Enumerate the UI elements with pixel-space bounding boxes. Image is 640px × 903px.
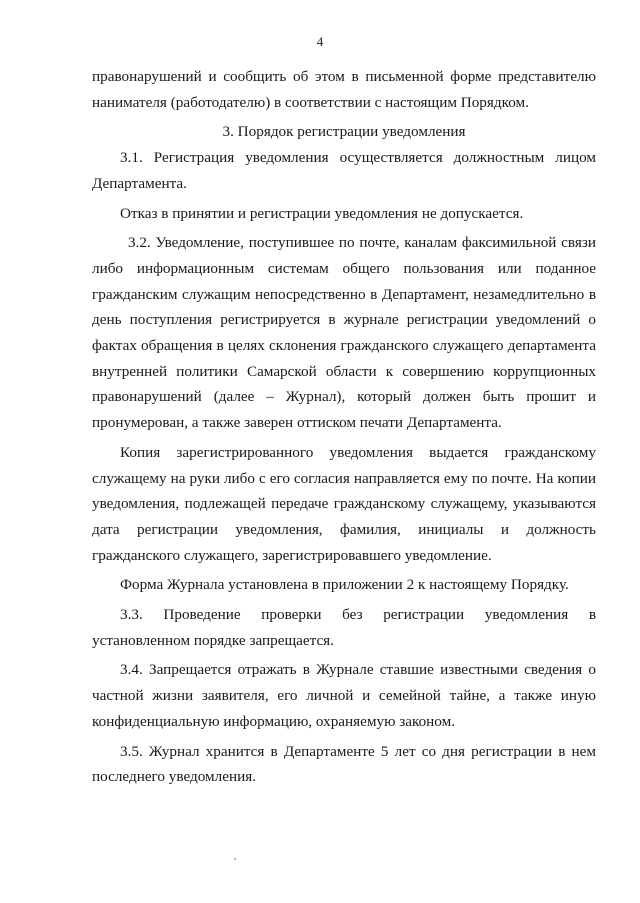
paragraph-continuation: правонарушений и сообщить об этом в письменной форме представителю нанимателя (работодателю) в соответствии с настоящим Порядком.	[92, 68, 596, 111]
scan-speck	[234, 858, 236, 860]
section-heading: 3. Порядок регистрации уведомления	[222, 123, 466, 141]
paragraph-3-2: 3.2. Уведомление, поступившее по почте, каналам факсимильной связи либо информационным системам общего пользования или поданное гражданским служащим непосредственно в Департамент, незамедлительно в день поступления регистрируется в журнале регистрации уведомлений о фактах обращения в целях склонения гражданского служащего департамента внутренней политики Самарской области к совершению коррупционных правонарушений (далее – Журнал), который должен быть прошит и пронумерован, а также заверен оттиском печати Департамента.	[92, 234, 596, 432]
paragraph-3-1: 3.1. Регистрация уведомления осуществляется должностным лицом Департамента.	[92, 149, 596, 192]
page-number: 4	[316, 34, 324, 49]
paragraph-journal-form: Форма Журнала установлена в приложении 2 к настоящему Порядку.	[120, 576, 569, 594]
paragraph-3-3: 3.3. Проведение проверки без регистрации уведомления в установленном порядке запрещается.	[92, 606, 596, 649]
paragraph-3-4: 3.4. Запрещается отражать в Журнале ставшие известными сведения о частной жизни заявителя, его личной и семейной тайне, а также иную конфиденциальную информацию, охраняемую законом.	[92, 661, 596, 730]
document-body	[92, 64, 596, 790]
paragraph-copy: Копия зарегистрированного уведомления выдается гражданскому служащему на руки либо с его согласия направляется ему по почте. На копии уведомления, подлежащей передаче гражданскому служащему, указываются дата регистрации уведомления, фамилия, инициалы и должность гражданского служащего, зарегистрировавшего уведомление.	[92, 443, 596, 564]
paragraph-refusal: Отказ в принятии и регистрации уведомления не допускается.	[120, 204, 524, 222]
paragraph-3-5: 3.5. Журнал хранится в Департаменте 5 лет со дня регистрации в нем последнего уведомления.	[92, 742, 596, 786]
